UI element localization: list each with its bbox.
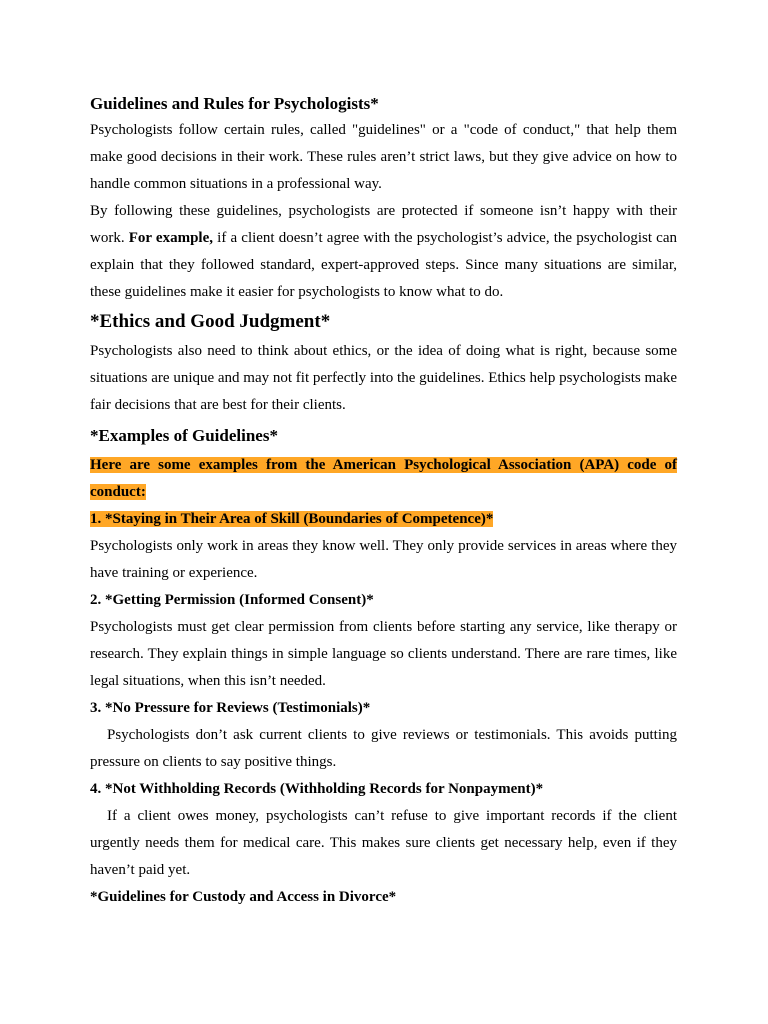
intro-paragraph-2-start: By following these guidelines, psychologists are protected if someone isn’t happy with their work. xyxy=(90,203,677,246)
intro-paragraph-2 xyxy=(90,198,677,306)
examples-heading: *Examples of Guidelines* xyxy=(90,426,278,445)
ethics-paragraph: Psychologists also need to think about ethics, or the idea of doing what is right, because some situations are unique and may not fit perfectly into the guidelines. Ethics help psychologists make fair decisions that are best for their clients. xyxy=(90,343,677,413)
item-1-text: Psychologists only work in areas they know well. They only provide services in areas where they have training or experience. xyxy=(90,538,677,581)
intro-paragraph-2-end: if a client doesn’t agree with the psychologist’s advice, the psychologist can explain that they followed standard, expert-approved steps. Since many situations are similar, these guidelines make it easier for psychologists to know what to do. xyxy=(90,230,678,300)
item-2-heading: 2. *Getting Permission (Informed Consent)* xyxy=(90,592,374,608)
document-title: Guidelines and Rules for Psychologists* xyxy=(90,94,379,113)
examples-intro-highlight: Here are some examples from the American Psychological Association (APA) code of conduct: xyxy=(90,457,677,500)
item-4-text: If a client owes money, psychologists can’t refuse to give important records if the client urgently needs them for medical care. This makes sure clients get necessary help, even if they haven’t paid yet. xyxy=(90,808,677,878)
for-example-bold: For example, xyxy=(128,230,214,246)
custody-heading: *Guidelines for Custody and Access in Divorce* xyxy=(90,889,397,905)
item-4-heading: 4. *Not Withholding Records (Withholding Records for Nonpayment)* xyxy=(90,781,544,797)
examples-intro xyxy=(90,452,677,506)
document-body xyxy=(90,90,677,911)
item-1-heading-highlight: 1. *Staying in Their Area of Skill (Boundaries of Competence)* xyxy=(90,511,494,527)
intro-paragraph-1: Psychologists follow certain rules, called "guidelines" or a "code of conduct," that help them make good decisions in their work. These rules aren’t strict laws, but they give advice on how to handle common situations in a professional way. xyxy=(90,122,677,192)
item-1-heading xyxy=(90,506,677,533)
item-2-text: Psychologists must get clear permission from clients before starting any service, like therapy or research. They explain things in simple language so clients understand. There are rare times, like legal situations, when this isn’t needed. xyxy=(90,619,677,689)
ethics-heading: *Ethics and Good Judgment* xyxy=(90,311,331,332)
item-3-text: Psychologists don’t ask current clients to give reviews or testimonials. This avoids putting pressure on clients to say positive things. xyxy=(90,727,677,770)
item-3-heading: 3. *No Pressure for Reviews (Testimonials)* xyxy=(90,700,371,716)
